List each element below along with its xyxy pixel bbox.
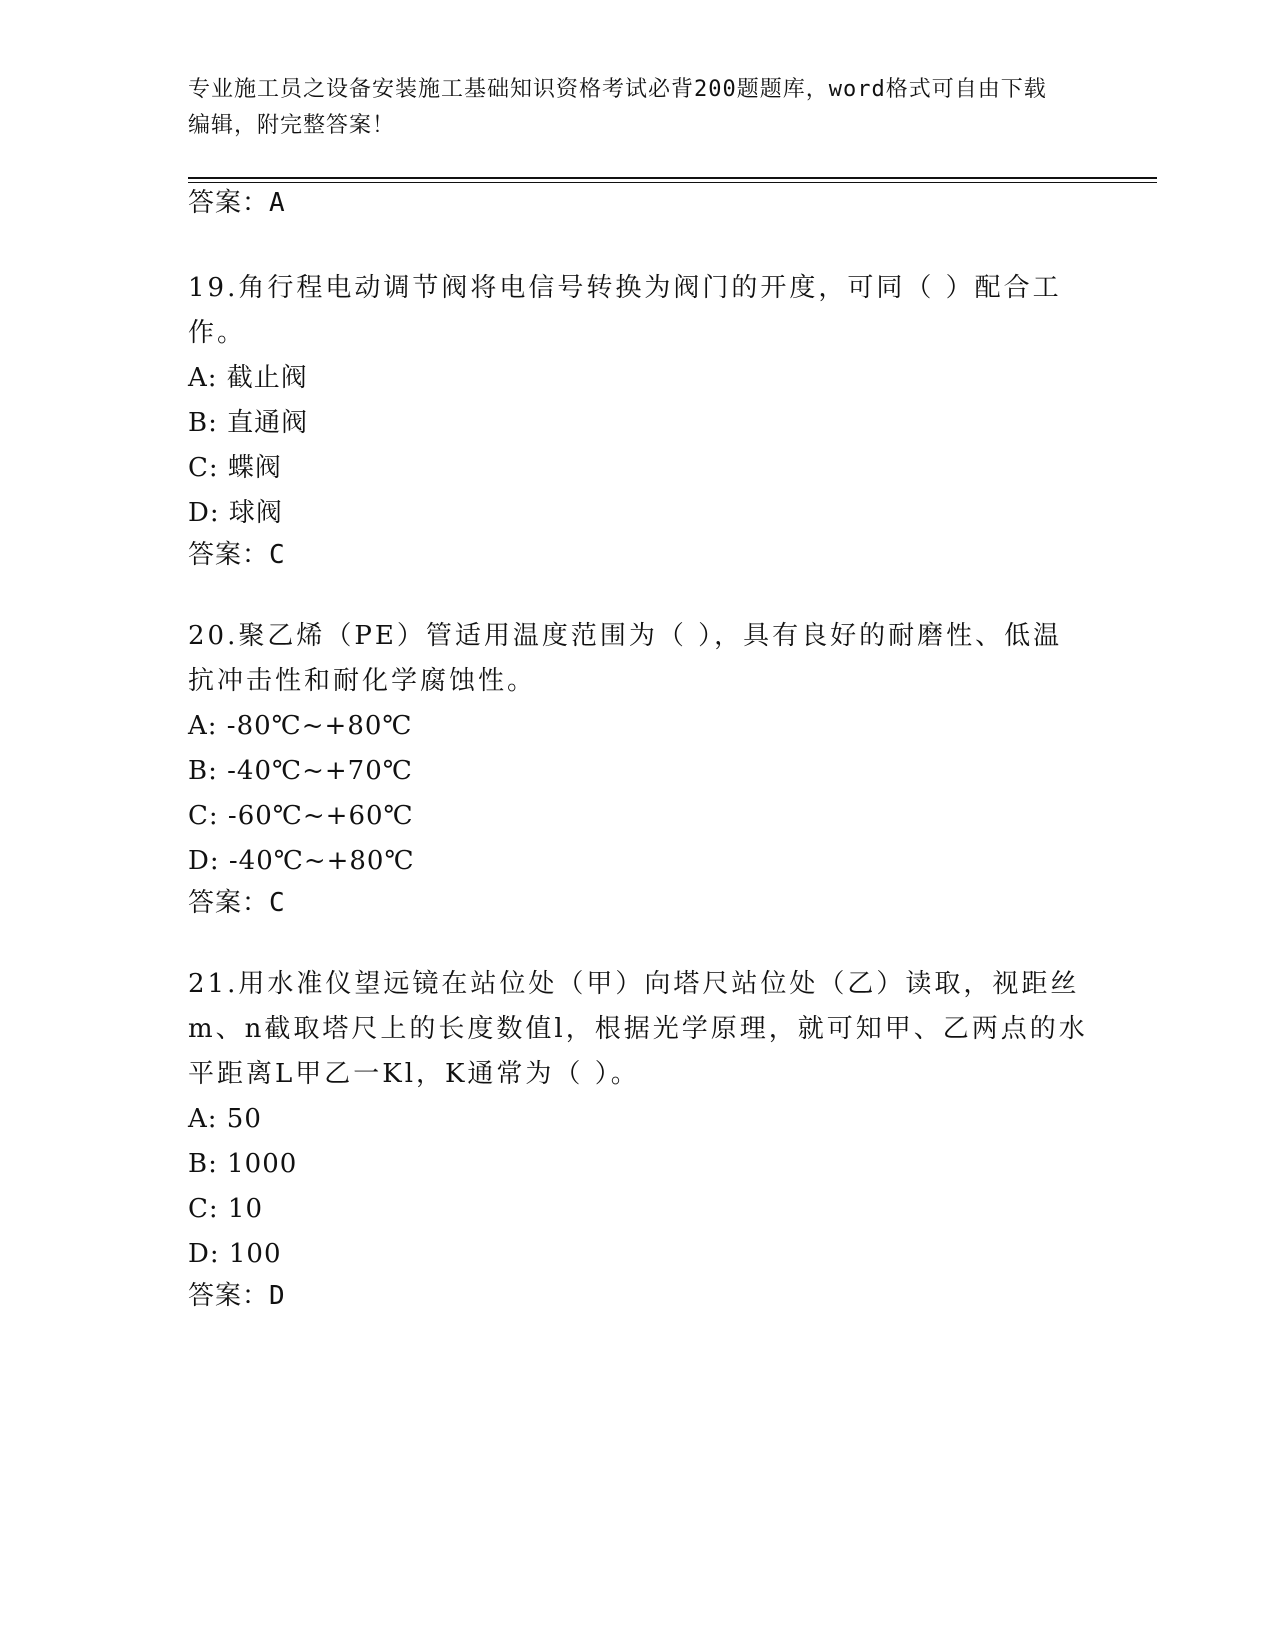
answer-line: 答案：C	[188, 540, 286, 570]
question-stem: 20.聚乙烯（PE）管适用温度范围为（ ），具有良好的耐磨性、低温抗冲击性和耐化学腐蚀性。	[188, 621, 1063, 696]
answer-line: 答案：A	[188, 188, 286, 218]
question-19	[188, 266, 1088, 572]
question-21	[188, 962, 1088, 1313]
option-b: B: 直通阀	[188, 408, 309, 438]
answer-line: 答案：C	[188, 888, 286, 918]
option-b: B: -40℃~+70℃	[188, 756, 413, 786]
question-stem: 19.角行程电动调节阀将电信号转换为阀门的开度，可同（ ）配合工作。	[188, 273, 1062, 348]
option-c: C: 10	[188, 1194, 264, 1224]
option-a: A: 截止阀	[188, 363, 308, 393]
answer-line: 答案：D	[188, 1281, 286, 1311]
question-stem: 21.用水准仪望远镜在站位处（甲）向塔尺站位处（乙）读取，视距丝m、n截取塔尺上的长度数值l，根据光学原理，就可知甲、乙两点的水平距离L甲乙一Kl，K通常为（ ）。	[188, 969, 1088, 1089]
document-header: 专业施工员之设备安装施工基础知识资格考试必背200题题库，word格式可自由下载编辑，附完整答案！	[188, 77, 1047, 138]
option-c: C: 蝶阀	[188, 453, 282, 483]
option-a: A: -80℃~+80℃	[188, 711, 413, 741]
option-c: C: -60℃~+60℃	[188, 801, 414, 831]
option-b: B: 1000	[188, 1149, 298, 1179]
option-d: D: 球阀	[188, 498, 283, 528]
option-d: D: 100	[188, 1239, 282, 1269]
option-d: D: -40℃~+80℃	[188, 846, 415, 876]
header-divider	[188, 177, 1157, 183]
option-a: A: 50	[188, 1104, 262, 1134]
question-20	[188, 614, 1088, 920]
